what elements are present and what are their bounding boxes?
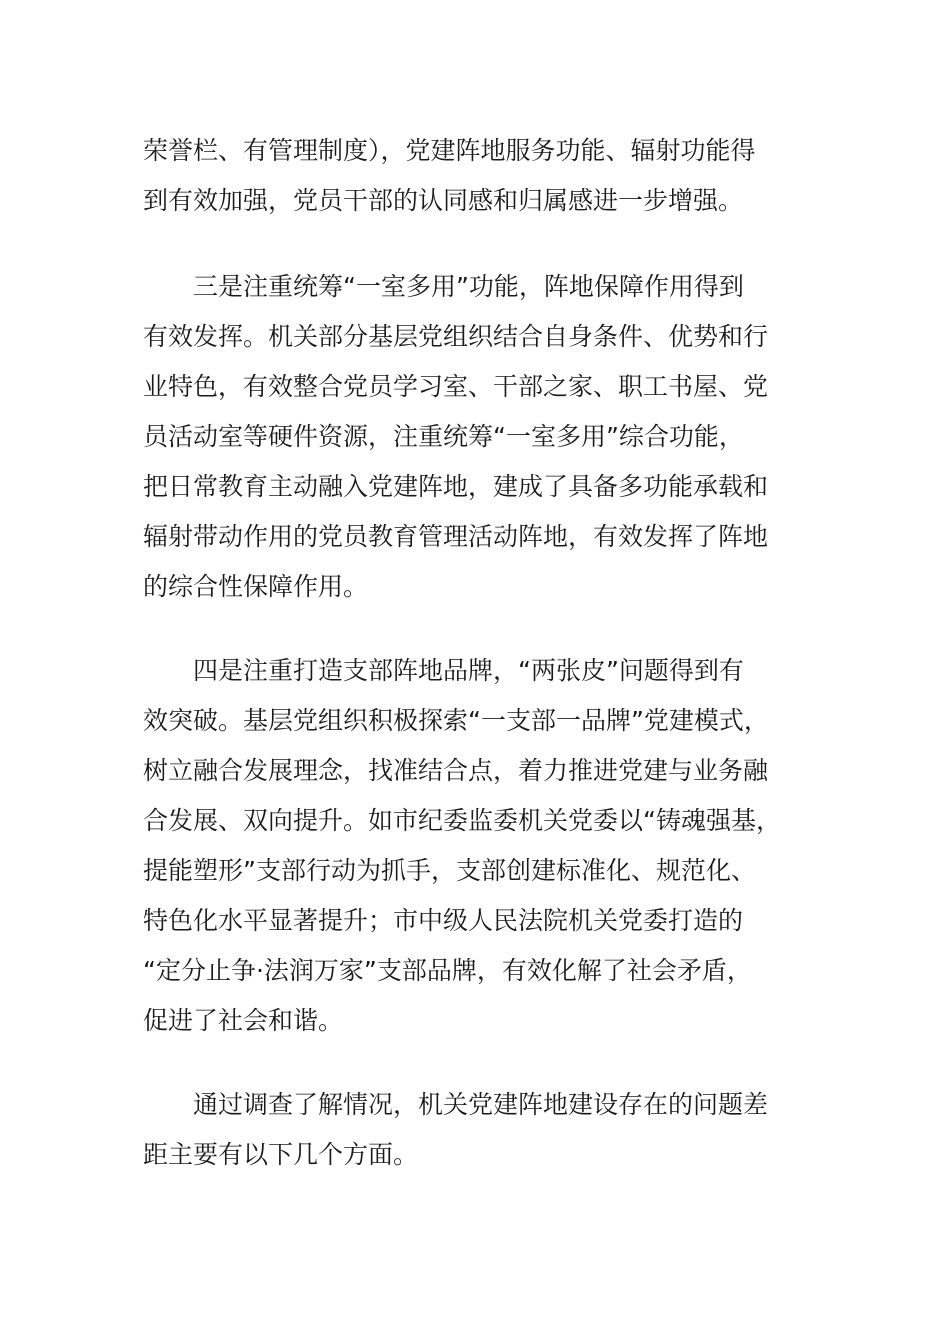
paragraph-summary <box>143 1080 813 1180</box>
text-line: 把日常教育主动融入党建阵地，建成了具备多功能承载和 <box>143 472 769 501</box>
text-line: 员活动室等硬件资源，注重统筹“一室多用”综合功能， <box>143 422 744 451</box>
text-line: 业特色，有效整合党员学习室、干部之家、职工书屋、党 <box>143 372 769 401</box>
paragraph-continuation <box>143 126 813 226</box>
text-line: 的综合性保障作用。 <box>143 572 369 601</box>
text-line: 到有效加强，党员干部的认同感和归属感进一步增强。 <box>143 186 744 215</box>
text-line: 三是注重统筹“一室多用”功能，阵地保障作用得到 <box>143 272 744 301</box>
text-line: 树立融合发展理念，找准结合点，着力推进党建与业务融 <box>143 756 769 785</box>
text-line: 效突破。基层党组织积极探索“一支部一品牌”党建模式， <box>143 706 769 735</box>
text-line: “定分止争·法润万家”支部品牌，有效化解了社会矛盾， <box>143 956 752 985</box>
paragraph-point-three <box>143 262 813 612</box>
text-line: 提能塑形”支部行动为抓手，支部创建标准化、规范化、 <box>143 856 756 885</box>
text-line: 四是注重打造支部阵地品牌，“两张皮”问题得到有 <box>143 656 744 685</box>
text-line: 促进了社会和谐。 <box>143 1006 344 1035</box>
text-line: 通过调查了解情况，机关党建阵地建设存在的问题差 <box>143 1090 769 1119</box>
text-line: 距主要有以下几个方面。 <box>143 1140 419 1169</box>
text-line: 合发展、双向提升。如市纪委监委机关党委以“铸魂强基， <box>143 806 781 835</box>
text-line: 荣誉栏、有管理制度），党建阵地服务功能、辐射功能得 <box>143 136 756 165</box>
text-line: 辐射带动作用的党员教育管理活动阵地，有效发挥了阵地 <box>143 522 769 551</box>
paragraph-point-four <box>143 646 813 1046</box>
text-line: 特色化水平显著提升；市中级人民法院机关党委打造的 <box>143 906 744 935</box>
text-line: 有效发挥。机关部分基层党组织结合自身条件、优势和行 <box>143 322 769 351</box>
